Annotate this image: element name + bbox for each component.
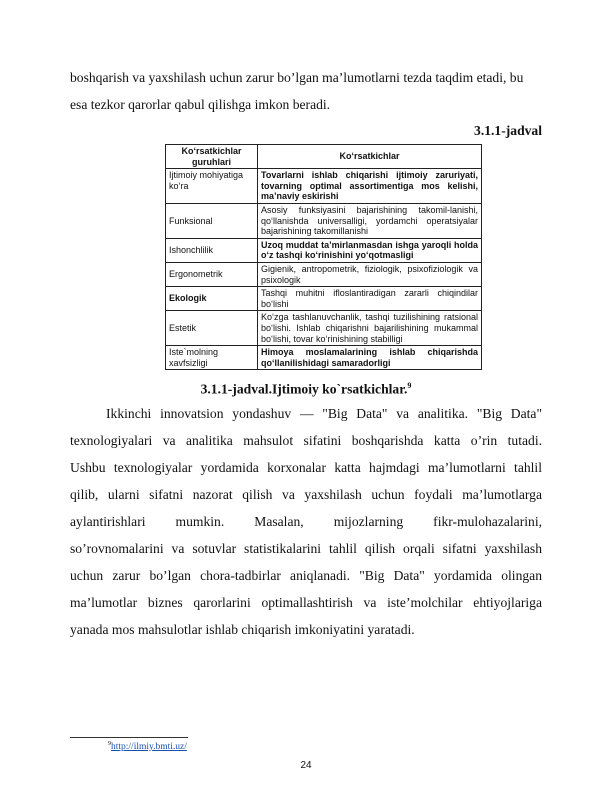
footnote-divider	[70, 737, 188, 738]
row-indicator-cell: Tashqi muhitni ifloslantiradigan zararli chiqindilar bo‘lishi	[258, 287, 482, 311]
paragraph-line: uchun zarur bo’lgan chora-tadbirlar aniqlanadi. "Big Data" yordamida olingan	[70, 568, 542, 583]
row-group-cell: Iste`molning xavfsizligi	[166, 346, 258, 370]
caption-footnote-ref[interactable]: 9	[407, 381, 412, 390]
intro-line-1: boshqarish va yaxshilash uchun zarur bo’lgan ma’lumotlarni tezda taqdim etadi, bu	[70, 70, 524, 85]
row-group-cell: Estetik	[166, 311, 258, 346]
row-indicator-cell: Tovarlarni ishlab chiqarishi ijtimoiy zaruriyati, tovarning optimal assortimentiga mos kelishi, ma’naviy eskirishi	[258, 169, 482, 204]
caption-text: 3.1.1-jadval.Ijtimoiy ko`rsatkichlar.	[200, 381, 408, 397]
table-caption	[0, 381, 612, 398]
row-group-cell: Ekologik	[166, 287, 258, 311]
table-row	[166, 203, 482, 238]
paragraph-line: aylantirishlari mumkin. Masalan, mijozlarning fikr-mulohazalarini,	[70, 514, 542, 529]
paragraph-line: ma’lumotlar biznes qarorlarini optimallashtirish va iste’molchilar ehtiyojlariga	[70, 595, 542, 610]
table-row	[166, 311, 482, 346]
footnote-number: 9	[108, 741, 111, 747]
row-group-cell: Ergonometrik	[166, 262, 258, 286]
intro-line-2: esa tezkor qarorlar qabul qilishga imkon beradi.	[70, 97, 331, 112]
row-indicator-cell: Gigienik, antropometrik, fiziologik, psixofiziologik va psixologik	[258, 262, 482, 286]
table-label: 3.1.1-jadval	[474, 123, 542, 138]
paragraph-last-line: yanada mos mahsulotlar ishlab chiqarish imkoniyatini yaratadi.	[70, 622, 415, 637]
table-header-row	[166, 145, 482, 169]
row-indicator-cell: Ko‘zga tashlanuvchanlik, tashqi tuzilishining ratsional bo‘lishi. Ishlab chiqarishni bajarilishining mukammal bo‘lishi, tovar ko‘rinishining stabilligi	[258, 311, 482, 346]
row-indicator-cell: Asosiy funksiyasini bajarishining takomil-lanishi, qo‘llanishda universalligi, yordamchi operatsiyalar bajarishining takomillanishi	[258, 203, 482, 238]
footnote-link[interactable]: http://ilmiy.bmti.uz/	[111, 742, 187, 753]
row-group-cell: Ijtimoiy mohiyatiga ko‘ra	[166, 169, 258, 204]
table-row	[166, 262, 482, 286]
row-group-cell: Ishonchlilik	[166, 238, 258, 262]
row-indicator-cell: Uzoq muddat ta’mirlanmasdan ishga yaroqli holda o‘z tashqi ko‘rinishini yo‘qotmasligi	[258, 238, 482, 262]
table-row	[166, 238, 482, 262]
paragraph-line: Ikkinchi innovatsion yondashuv — "Big Data" va analitika. "Big Data"	[106, 406, 542, 421]
table-row	[166, 169, 482, 204]
paragraph-line: texnologiyalari va analitika mahsulot sifatini boshqarishda katta o’rin tutadi.	[70, 433, 542, 448]
table-row	[166, 346, 482, 370]
paragraph-line: qilib, ularni sifatni nazorat qilish va yaxshilash uchun foydali ma’lumotlarga	[70, 487, 542, 502]
page-number: 24	[300, 760, 312, 771]
row-indicator-cell: Himoya moslamalarining ishlab chiqarishda qo‘llanilishidagi samaradorligi	[258, 346, 482, 370]
paragraph-line: Ushbu texnologiyalar yordamida korxonalar katta hajmdagi ma’lumotlarni tahlil	[70, 460, 542, 475]
row-group-cell: Funksional	[166, 203, 258, 238]
header-groups: Ko‘rsatkichlar guruhlari	[166, 145, 258, 169]
table-row	[166, 287, 482, 311]
paragraph-line: so’rovnomalarini va sotuvlar statistikalarini tahlil qilish orqali sifatni yaxshilash	[70, 541, 542, 556]
footnote	[108, 741, 187, 752]
indicators-table	[165, 144, 482, 370]
header-indicators: Ko‘rsatkichlar	[258, 145, 482, 169]
